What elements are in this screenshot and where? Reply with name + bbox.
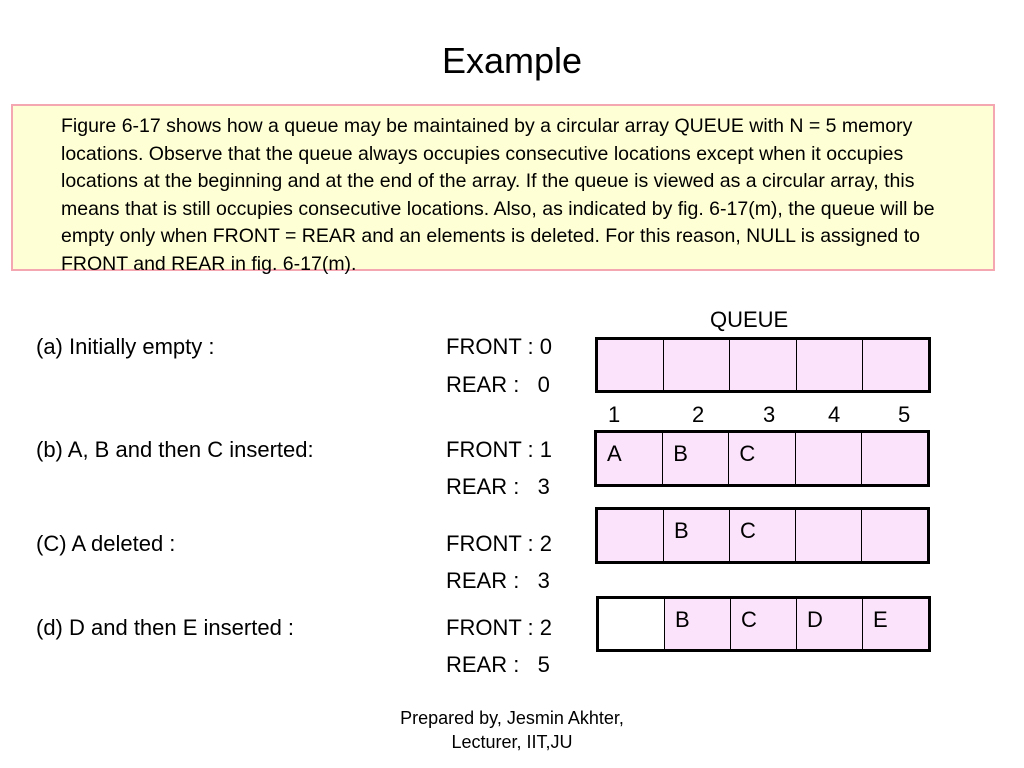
index-label: 2 [692, 402, 705, 427]
row-a-label: (a) Initially empty : [36, 334, 215, 359]
queue-cell: A [597, 433, 663, 484]
row-d-rear: REAR : 5 [446, 652, 550, 677]
queue-cell [862, 433, 927, 484]
queue-cell: B [664, 510, 730, 561]
note-paragraph: Figure 6-17 shows how a queue may be maintained by a circular array QUEUE with N = 5 memory locations. Observe that the queue always occupies consecutive locations except when it occupies locations at the beginning and at the end of the array. If the queue is viewed as a circular array, this means that is still occupies consecutive locations. Also, as indicated by fig. 6-17(m), the queue will be empty only when FRONT = REAR and an elements is deleted. For this reason, NULL is assigned to FRONT and REAR in fig. 6-17(m). [61, 115, 935, 275]
row-d-front: FRONT : 2 [446, 615, 552, 640]
queue-cell [730, 340, 796, 390]
queue-array-c [595, 507, 930, 564]
row-a-rear: REAR : 0 [446, 372, 550, 397]
queue-array-d [596, 596, 931, 652]
row-b-label: (b) A, B and then C inserted: [36, 437, 314, 462]
queue-cell: C [729, 433, 795, 484]
index-label: 5 [898, 402, 911, 427]
queue-cell: D [797, 599, 863, 649]
queue-cell [664, 340, 730, 390]
row-c-front: FRONT : 2 [446, 531, 552, 556]
queue-cell [796, 510, 862, 561]
queue-label: QUEUE [710, 307, 789, 332]
row-c-rear: REAR : 3 [446, 568, 550, 593]
row-c-label: (C) A deleted : [36, 531, 176, 556]
footer [0, 706, 1024, 754]
queue-cell: B [663, 433, 729, 484]
queue-cell: E [863, 599, 928, 649]
row-b-front: FRONT : 1 [446, 437, 552, 462]
queue-array-a [595, 337, 931, 393]
index-label: 4 [828, 402, 841, 427]
row-b-rear: REAR : 3 [446, 474, 550, 499]
queue-cell: C [731, 599, 797, 649]
queue-cell [862, 510, 927, 561]
slide-title: Example [441, 40, 583, 81]
queue-cell [797, 340, 863, 390]
index-label: 1 [608, 402, 621, 427]
queue-cell: C [730, 510, 796, 561]
row-d-label: (d) D and then E inserted : [36, 615, 295, 640]
queue-cell [598, 510, 664, 561]
queue-cell [599, 599, 665, 649]
queue-cell [863, 340, 928, 390]
footer-line-1: Prepared by, Jesmin Akhter, [400, 708, 624, 728]
queue-cell: B [665, 599, 731, 649]
index-label: 3 [763, 402, 776, 427]
queue-cell [598, 340, 664, 390]
footer-line-2: Lecturer, IIT,JU [451, 732, 573, 752]
row-a-front: FRONT : 0 [446, 334, 552, 359]
queue-array-b [594, 430, 930, 487]
queue-cell [796, 433, 862, 484]
